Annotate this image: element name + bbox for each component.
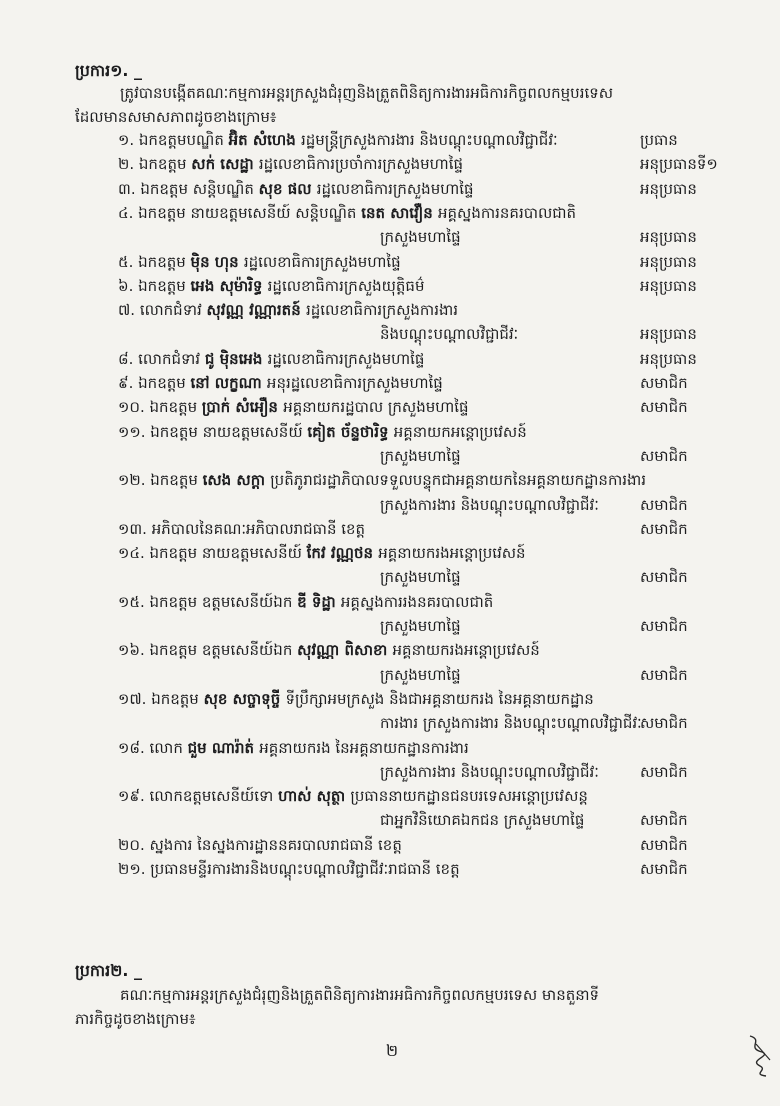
member-number: ៦. — [118, 276, 139, 295]
member-role: សមាជិក — [640, 811, 688, 830]
member-title: អគ្គនាយកអន្តោប្រវេសន៍ — [393, 422, 527, 441]
member-role: អនុប្រធានទី១ — [640, 155, 718, 174]
member-title: អគ្គនាយករងអន្តោប្រវេសន៍ — [392, 641, 540, 660]
member-name: ហាស់ សុត្ថា — [278, 787, 351, 806]
member-title-continued: ក្រសួងមហាផ្ទៃ — [380, 446, 461, 465]
member-title-continued: ក្រសួងមហាផ្ទៃ — [380, 568, 461, 587]
member-row — [118, 422, 527, 442]
member-title: ប្រតិភូរាជរដ្ឋាភិបាលទទួលបន្ទុកជាអគ្គនាយកនៃអគ្គនាយកដ្ឋានការងារ — [270, 471, 647, 490]
member-row — [118, 835, 402, 855]
member-number: ២១. — [118, 860, 151, 878]
signature-mark — [742, 1030, 776, 1078]
member-row — [118, 373, 443, 393]
member-role: អនុប្រធាន — [640, 276, 697, 295]
member-name: សុខ ផល — [258, 179, 317, 198]
member-title-continued: ជាអ្នកវិនិយោគឯកជន ក្រសួងមហាផ្ទៃ — [380, 811, 585, 830]
member-name: សុវណ្ណា ពិសាខា — [297, 641, 393, 660]
member-row — [118, 786, 588, 806]
member-prefix: ឯកឧត្តម នាយឧត្តមសេនីយ៍ — [149, 544, 307, 563]
member-title: អគ្គនាយករង នៃអគ្គនាយកដ្ឋានការងារ — [259, 738, 469, 757]
member-number: ៤. — [118, 203, 139, 222]
member-title: ទីប្រឹក្សាអមក្រសួង និងជាអគ្គនាយករង នៃអគ្គនាយកដ្ឋាន — [285, 689, 594, 708]
member-name: សក់ សេដ្ឋា — [191, 155, 259, 174]
member-name: ឌី ទិដ្ឋា — [297, 592, 341, 611]
member-name: គៀត ច័ន្ទថារិទ្ធ — [307, 422, 394, 441]
member-title-continued: ការងារ ក្រសួងការងារ និងបណ្តុះបណ្តាលវិជ្ជាជីវៈ — [380, 714, 642, 733]
member-prefix: ឯកឧត្តមបណ្ឌិត — [138, 131, 229, 149]
member-title: អគ្គនាយករងអន្តោប្រវេសន៍ — [378, 544, 526, 563]
member-title-continued: ក្រសួងមហាផ្ទៃ — [380, 617, 461, 635]
member-number: ១៦. — [118, 641, 150, 660]
member-prefix: ឯកឧត្តម — [149, 398, 202, 417]
member-title-continued: ក្រសួងមហាផ្ទៃ — [380, 665, 461, 684]
member-number: ១២. — [118, 471, 151, 490]
section-1-intro-line-1: ត្រូវបានបង្កើតគណៈកម្មការអន្តរក្រសួងជំរុញនិងត្រួតពិនិត្យការងារអធិការកិច្ចពលកម្មបរទេស — [120, 84, 614, 102]
member-title: អគ្គស្នងការរងនគរបាលជាតិ — [340, 592, 494, 611]
member-prefix: ឯកឧត្តម ឧត្តមសេនីយ៍ឯក — [149, 592, 298, 611]
member-number: ១០. — [118, 398, 150, 417]
member-title-continued: ក្រសួងការងារ និងបណ្តុះបណ្តាលវិជ្ជាជីវៈ — [380, 762, 599, 781]
member-prefix: ឯកឧត្តម — [151, 689, 204, 708]
member-row — [118, 130, 558, 150]
member-row — [118, 300, 458, 320]
member-role: អនុប្រធាន — [640, 179, 697, 198]
member-title: អភិបាលនៃគណៈអភិបាលរាជធានី ខេត្ត — [151, 519, 366, 538]
member-number: ១. — [118, 131, 139, 149]
member-name: អ៊ិត សំហេង — [228, 131, 301, 149]
member-title: រដ្ឋលេខាធិការប្រចាំការក្រសួងមហាផ្ទៃ — [258, 155, 463, 174]
member-row — [118, 349, 424, 369]
member-role: សមាជិក — [640, 495, 688, 514]
section-2-heading: ប្រការ២. _ — [75, 961, 142, 980]
member-name: សុវណ្ណ វណ្ណារតន៍ — [206, 301, 306, 320]
member-row — [118, 252, 401, 272]
member-prefix: ឯកឧត្តម ឧត្តមសេនីយ៍ឯក — [149, 641, 298, 660]
member-number: ៣. — [118, 179, 141, 198]
member-name: ម៉ិន ហុន — [190, 252, 244, 271]
member-number: ១៥. — [118, 592, 150, 611]
member-role: សមាជិក — [640, 568, 688, 587]
member-role: សមាជិក — [640, 446, 688, 465]
member-row — [118, 470, 646, 490]
member-title: ប្រធានមន្ទីរការងារនិងបណ្តុះបណ្តាលវិជ្ជាជីវៈរាជធានី ខេត្ត — [150, 860, 460, 878]
member-role: សមាជិក — [640, 617, 688, 635]
member-title: រដ្ឋលេខាធិការក្រសួងមហាផ្ទៃ — [316, 179, 474, 198]
member-title-continued: ក្រសួងការងារ និងបណ្តុះបណ្តាលវិជ្ជាជីវៈ — [380, 495, 599, 514]
member-row — [118, 203, 576, 223]
page-number: ២ — [386, 1041, 399, 1060]
member-role: ប្រធាន — [640, 131, 678, 149]
member-role: អនុប្រធាន — [640, 325, 697, 344]
member-row — [118, 543, 526, 563]
member-title: រដ្ឋមន្ត្រីក្រសួងការងារ និងបណ្តុះបណ្តាលវិជ្ជាជីវៈ — [300, 131, 558, 149]
member-role: អនុប្រធាន — [640, 228, 697, 247]
member-prefix: ឯកឧត្តម នាយឧត្តមសេនីយ៍ សន្តិបណ្ឌិត — [138, 203, 362, 222]
member-name: ជូ ម៉ិនអេង — [204, 349, 268, 368]
member-title-continued: ក្រសួងមហាផ្ទៃ — [380, 228, 461, 247]
member-role: សមាជិក — [640, 519, 688, 538]
member-number: ៨. — [118, 349, 139, 368]
member-number: ១៨. — [118, 738, 150, 757]
member-row — [118, 689, 594, 709]
member-prefix: ឯកឧត្តម — [138, 374, 191, 392]
member-role: សមាជិក — [640, 860, 688, 878]
member-title: រដ្ឋលេខាធិការក្រសួងយុត្តិធម៌ — [267, 276, 425, 295]
section-1-intro-line-2: ដែលមានសមាសភាពដូចខាងក្រោម៖ — [75, 108, 277, 126]
member-name: អេង សុម៉ារិទ្ធ — [190, 276, 268, 295]
member-row — [118, 640, 540, 660]
member-role: សមាជិក — [640, 374, 688, 392]
member-row — [118, 519, 365, 539]
member-title: ប្រធាននាយកដ្ឋានជនបរទេសអន្តោប្រវេសន្ត — [350, 787, 588, 806]
member-row — [118, 179, 474, 199]
member-role: សមាជិក — [640, 762, 688, 781]
member-name: កែវ វណ្ណថន — [306, 544, 379, 563]
member-prefix: លោកជំទាវ — [138, 349, 205, 368]
section-2-line-1: គណៈកម្មការអន្តរក្រសួងជំរុញនិងត្រួតពិនិត្យការងារអធិការកិច្ចពលកម្មបរទេស មានតួនាទី — [120, 986, 600, 1004]
member-role: អនុប្រធាន — [640, 252, 697, 271]
member-number: ១៩. — [118, 787, 150, 806]
member-title: អគ្គនាយករដ្ឋបាល ក្រសួងមហាផ្ទៃ — [283, 398, 469, 417]
member-role: សមាជិក — [640, 398, 688, 417]
member-title: រដ្ឋលេខាធិការក្រសួងមហាផ្ទៃ — [243, 252, 401, 271]
member-name: នេត សាវឿន — [361, 203, 439, 222]
member-name: សេង សក្តា — [202, 471, 271, 490]
member-number: ២. — [118, 155, 139, 174]
member-row — [118, 738, 469, 758]
member-title: អនុរដ្ឋលេខាធិការក្រសួងមហាផ្ទៃ — [266, 374, 443, 392]
member-number: ២០. — [118, 835, 150, 854]
member-prefix: លោកជំទាវ — [139, 301, 207, 320]
member-prefix: លោក — [149, 738, 188, 757]
member-role: សមាជិក — [640, 835, 688, 854]
member-number: ៥. — [118, 252, 139, 271]
member-prefix: ឯកឧត្តម — [138, 155, 192, 174]
member-name: ប្រាក់ សំអឿន — [201, 398, 284, 417]
section-1-heading: ប្រការ១. _ — [75, 61, 142, 80]
member-number: ១៣. — [118, 519, 152, 538]
member-row — [118, 859, 460, 879]
member-role: សមាជិក — [640, 665, 688, 684]
member-name: ជួម ណារ៉ាត់ — [187, 738, 260, 757]
member-row — [118, 592, 493, 612]
member-row — [118, 154, 463, 174]
member-prefix: ឯកឧត្តម នាយឧត្តមសេនីយ៍ — [150, 422, 308, 441]
member-prefix: ឯកឧត្តម — [150, 471, 203, 490]
member-title: ស្នងការ នៃស្នងការដ្ឋាននគរបាលរាជធានី ខេត្ត — [149, 835, 402, 854]
member-number: ៧. — [118, 301, 140, 320]
member-number: ៩. — [118, 374, 139, 392]
section-2-line-2: ភារកិច្ចដូចខាងក្រោម៖ — [75, 1010, 196, 1028]
member-number: ១១. — [118, 422, 151, 441]
member-name: សុខ សច្ចាទុច្ចី — [203, 689, 286, 708]
member-prefix: ឯកឧត្តម សន្តិបណ្ឌិត — [140, 179, 259, 198]
member-number: ១៤. — [118, 544, 150, 563]
member-title: អគ្គស្នងការនគរបាលជាតិ — [438, 203, 577, 222]
member-role: សមាជិក — [640, 714, 688, 733]
member-row — [118, 276, 424, 296]
member-title: រដ្ឋលេខាធិការក្រសួងការងារ — [305, 301, 459, 320]
member-title-continued: និងបណ្តុះបណ្តាលវិជ្ជាជីវៈ — [380, 325, 519, 344]
member-prefix: ឯកឧត្តម — [138, 276, 191, 295]
member-title: រដ្ឋលេខាធិការក្រសួងមហាផ្ទៃ — [267, 349, 425, 368]
member-number: ១៧. — [118, 689, 152, 708]
member-prefix: លោកឧត្តមសេនីយ៍ទោ — [149, 787, 279, 806]
member-prefix: ឯកឧត្តម — [138, 252, 191, 271]
member-name: នៅ លក្ខណា — [190, 374, 267, 392]
member-role: អនុប្រធាន — [640, 349, 697, 368]
member-row — [118, 397, 469, 417]
